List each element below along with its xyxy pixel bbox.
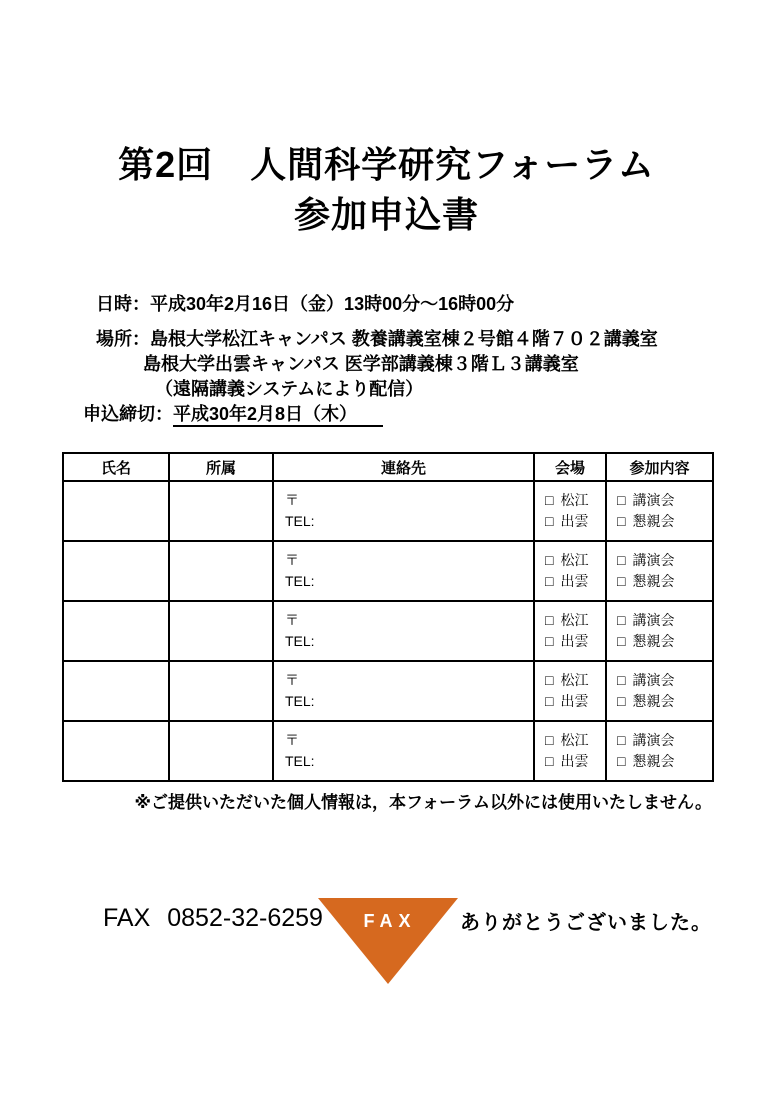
checkbox-icon[interactable]: □ <box>545 672 554 688</box>
name-cell <box>63 601 169 661</box>
tel-label: TEL: <box>285 753 315 769</box>
contact-cell <box>273 721 534 781</box>
postal-mark: 〒 <box>285 732 299 748</box>
checkbox-icon[interactable]: □ <box>545 753 554 769</box>
venue-option-label: 松江 <box>560 612 589 628</box>
checkbox-icon[interactable]: □ <box>545 693 554 709</box>
checkbox-icon[interactable]: □ <box>617 753 626 769</box>
thank-you-text: ありがとうございました。 <box>460 912 712 934</box>
participation-option-label: 懇親会 <box>632 693 675 709</box>
checkbox-icon[interactable]: □ <box>545 732 554 748</box>
tel-label: TEL: <box>285 513 315 529</box>
venue-cell <box>534 481 606 541</box>
col-header-name: 氏名 <box>63 453 169 481</box>
fax-number-line <box>103 904 323 933</box>
venue-option-matsue <box>545 550 605 571</box>
participation-option-party <box>617 631 712 652</box>
table-row <box>63 481 713 541</box>
title-line-1: 第2回 人間科学研究フォーラム <box>118 144 655 185</box>
participation-option-party <box>617 571 712 592</box>
postal-mark: 〒 <box>285 552 299 568</box>
deadline-date: 平成30年2月8日（木） <box>173 404 383 427</box>
venue-option-label: 松江 <box>560 492 589 508</box>
checkbox-icon[interactable]: □ <box>617 633 626 649</box>
tel-label: TEL: <box>285 633 315 649</box>
venue-option-izumo <box>545 751 605 772</box>
venue-cell <box>534 541 606 601</box>
checkbox-icon[interactable]: □ <box>617 552 626 568</box>
affiliation-cell <box>169 481 273 541</box>
venue-option-matsue <box>545 490 605 511</box>
participation-cell <box>606 601 713 661</box>
participation-option-label: 講演会 <box>632 612 675 628</box>
participation-option-party <box>617 511 712 532</box>
info-deadline <box>83 402 658 427</box>
checkbox-icon[interactable]: □ <box>617 672 626 688</box>
checkbox-icon[interactable]: □ <box>545 633 554 649</box>
venue-option-izumo <box>545 511 605 532</box>
contact-cell <box>273 541 534 601</box>
col-header-venue: 会場 <box>534 453 606 481</box>
participation-cell <box>606 721 713 781</box>
contact-cell <box>273 601 534 661</box>
participation-option-lecture <box>617 730 712 751</box>
table-row <box>63 661 713 721</box>
venue-option-izumo <box>545 571 605 592</box>
venue-option-label: 出雲 <box>560 693 589 709</box>
venue-option-matsue <box>545 610 605 631</box>
checkbox-icon[interactable]: □ <box>545 492 554 508</box>
fax-arrow-label: FAX <box>363 911 417 931</box>
postal-mark: 〒 <box>285 612 299 628</box>
privacy-note: ※ご提供いただいた個人情報は，本フォーラム以外には使用いたしません。 <box>134 793 712 812</box>
participation-option-label: 講演会 <box>632 732 675 748</box>
col-header-participation: 参加内容 <box>606 453 713 481</box>
tel-label: TEL: <box>285 693 315 709</box>
venue-option-label: 松江 <box>560 672 589 688</box>
application-table <box>62 452 714 782</box>
checkbox-icon[interactable]: □ <box>617 612 626 628</box>
checkbox-icon[interactable]: □ <box>545 612 554 628</box>
name-cell <box>63 481 169 541</box>
table-row <box>63 721 713 781</box>
info-place-matsue: 場所：島根大学松江キャンパス 教養講義室棟２号館４階７０２講義室 <box>96 329 658 349</box>
checkbox-icon[interactable]: □ <box>617 513 626 529</box>
participation-option-label: 懇親会 <box>632 513 675 529</box>
venue-option-label: 出雲 <box>560 513 589 529</box>
affiliation-cell <box>169 661 273 721</box>
participation-option-lecture <box>617 610 712 631</box>
affiliation-cell <box>169 601 273 661</box>
venue-cell <box>534 601 606 661</box>
checkbox-icon[interactable]: □ <box>617 492 626 508</box>
participation-option-label: 懇親会 <box>632 753 675 769</box>
participation-option-label: 講演会 <box>632 672 675 688</box>
participation-option-label: 講演会 <box>632 552 675 568</box>
contact-cell <box>273 481 534 541</box>
checkbox-icon[interactable]: □ <box>617 693 626 709</box>
participation-cell <box>606 541 713 601</box>
checkbox-icon[interactable]: □ <box>617 732 626 748</box>
fax-number: 0852-32-6259 <box>167 904 323 932</box>
venue-option-label: 出雲 <box>560 633 589 649</box>
title-line-2: 参加申込書 <box>293 194 479 235</box>
participation-option-lecture <box>617 670 712 691</box>
table-row <box>63 541 713 601</box>
fax-label: FAX <box>103 904 151 932</box>
participation-option-label: 懇親会 <box>632 573 675 589</box>
col-header-affiliation: 所属 <box>169 453 273 481</box>
name-cell <box>63 541 169 601</box>
venue-option-label: 出雲 <box>560 573 589 589</box>
checkbox-icon[interactable]: □ <box>545 513 554 529</box>
name-cell <box>63 661 169 721</box>
name-cell <box>63 721 169 781</box>
venue-option-matsue <box>545 730 605 751</box>
participation-cell <box>606 661 713 721</box>
venue-option-label: 出雲 <box>560 753 589 769</box>
contact-cell <box>273 661 534 721</box>
col-header-contact: 連絡先 <box>273 453 534 481</box>
participation-option-label: 講演会 <box>632 492 675 508</box>
venue-cell <box>534 721 606 781</box>
info-remote-note: （遠隔講義システムにより配信） <box>155 379 424 399</box>
participation-option-lecture <box>617 550 712 571</box>
venue-option-label: 松江 <box>560 552 589 568</box>
participation-option-party <box>617 691 712 712</box>
venue-option-label: 松江 <box>560 732 589 748</box>
participation-option-label: 懇親会 <box>632 633 675 649</box>
participation-cell <box>606 481 713 541</box>
venue-option-matsue <box>545 670 605 691</box>
tel-label: TEL: <box>285 573 315 589</box>
deadline-label: 申込締切： <box>83 404 173 424</box>
checkbox-icon[interactable]: □ <box>617 573 626 589</box>
table-header-row <box>63 453 713 481</box>
participation-option-party <box>617 751 712 772</box>
venue-cell <box>534 661 606 721</box>
info-place-izumo: 島根大学出雲キャンパス 医学部講義棟３階Ｌ３講義室 <box>143 354 579 374</box>
checkbox-icon[interactable]: □ <box>545 573 554 589</box>
postal-mark: 〒 <box>285 672 299 688</box>
event-info <box>83 292 658 427</box>
checkbox-icon[interactable]: □ <box>545 552 554 568</box>
participation-option-lecture <box>617 490 712 511</box>
postal-mark: 〒 <box>285 492 299 508</box>
affiliation-cell <box>169 721 273 781</box>
affiliation-cell <box>169 541 273 601</box>
table-row <box>63 601 713 661</box>
venue-option-izumo <box>545 631 605 652</box>
venue-option-izumo <box>545 691 605 712</box>
document-title <box>0 140 773 240</box>
info-datetime: 日時：平成30年2月16日（金）13時00分～16時00分 <box>96 294 515 314</box>
